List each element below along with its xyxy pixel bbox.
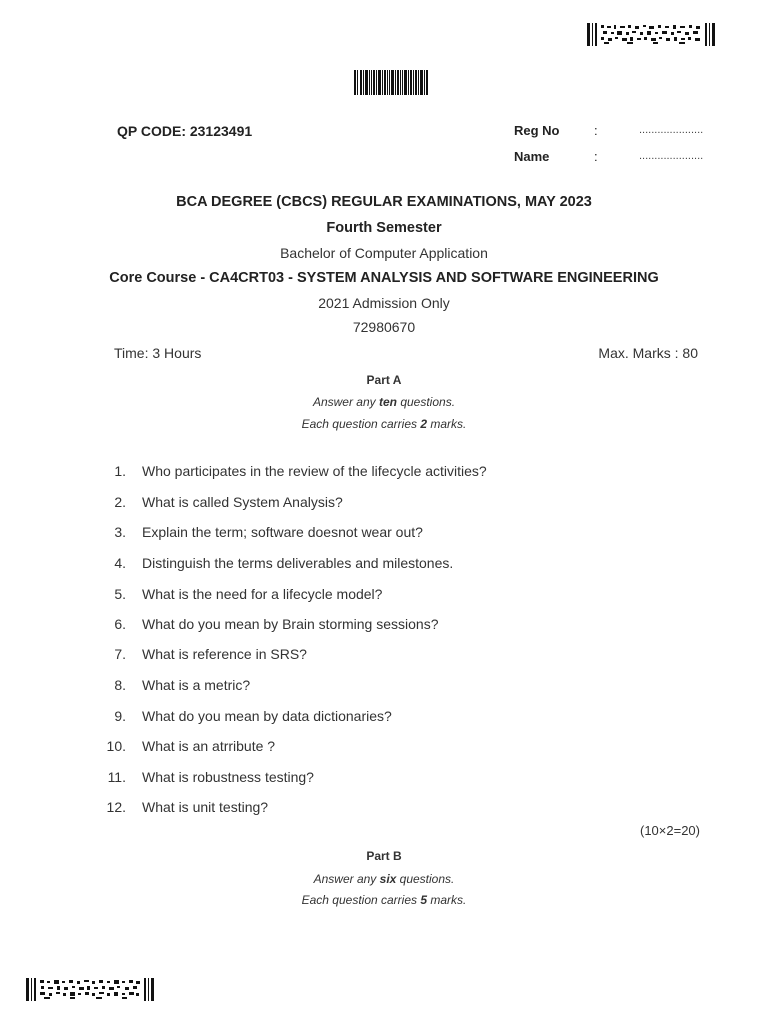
part-b-instruction [0, 872, 768, 886]
barcode-top-center [354, 70, 429, 95]
max-marks: Max. Marks : 80 [598, 345, 698, 361]
question-text: What is reference in SRS? [142, 646, 307, 662]
question-number: 8. [114, 677, 126, 693]
question-number: 4. [114, 555, 126, 571]
question-number: 6. [114, 616, 126, 632]
question-number: 2. [114, 494, 126, 510]
question-text: What do you mean by data dictionaries? [142, 708, 392, 724]
barcode-top-right [587, 23, 717, 46]
name-colon: : [594, 149, 598, 164]
part-a-instruction [0, 395, 768, 409]
part-a-carries-pre: Each question carries [301, 417, 421, 431]
question-text: Who participates in the review of the lifecycle activities? [142, 463, 487, 479]
part-b-carries-pre: Each question carries [301, 893, 421, 907]
admission-note: 2021 Admission Only [318, 295, 450, 311]
paper-code: 72980670 [352, 319, 416, 335]
part-b-instruction-count: six [379, 872, 397, 886]
part-a-marks-total: (10×2=20) [640, 823, 700, 838]
reg-no-label: Reg No [514, 123, 560, 138]
name-field[interactable]: ..................... [639, 150, 704, 162]
part-b-instruction-pre: Answer any [313, 872, 380, 886]
question-text: What is robustness testing? [142, 769, 314, 785]
part-b-carries-marks: 5 [420, 893, 428, 907]
question-number: 10. [106, 738, 126, 754]
programme: Bachelor of Computer Application [280, 245, 488, 261]
name-label: Name [514, 149, 550, 164]
question-text: What is a metric? [142, 677, 251, 693]
part-a-title: Part A [366, 373, 402, 387]
question-number: 5. [114, 586, 126, 602]
question-text: What is called System Analysis? [142, 494, 343, 510]
reg-no-colon: : [594, 123, 598, 138]
barcode-bottom-left-graphic [26, 978, 156, 1001]
part-a-instruction-pre: Answer any [312, 395, 379, 409]
question-number: 9. [114, 708, 126, 724]
part-b-carries-post: marks. [427, 893, 467, 907]
question-number: 12. [106, 799, 126, 815]
part-a-carries-post: marks. [427, 417, 467, 431]
question-text: What is unit testing? [142, 799, 269, 815]
part-a-instruction-count: ten [378, 395, 397, 409]
question-number: 11. [107, 769, 126, 785]
barcode-top-right-graphic [587, 23, 717, 46]
question-text: What is an atrribute ? [142, 738, 276, 754]
qp-code: QP CODE: 23123491 [117, 123, 253, 139]
barcode-bottom-left [26, 978, 156, 1001]
part-a-carries-marks: 2 [420, 417, 428, 431]
part-b-title: Part B [366, 849, 402, 863]
time-info: Time: 3 Hours [114, 345, 202, 361]
question-text: What do you mean by Brain storming sessions? [142, 616, 439, 632]
course-title: Core Course - CA4CRT03 - SYSTEM ANALYSIS AND SOFTWARE ENGINEERING [109, 270, 659, 286]
question-number: 1. [114, 463, 126, 479]
question-text: Distinguish the terms deliverables and milestones. [142, 555, 454, 571]
semester: Fourth Semester [326, 220, 442, 236]
question-text: Explain the term; software doesnot wear out? [142, 524, 423, 540]
part-a-instruction-post: questions. [396, 395, 456, 409]
question-number: 3. [114, 524, 126, 540]
reg-no-field[interactable]: ..................... [639, 124, 704, 136]
part-a-carries [0, 417, 768, 431]
barcode-top-center-graphic [354, 70, 429, 95]
question-number: 7. [114, 646, 126, 662]
exam-title: BCA DEGREE (CBCS) REGULAR EXAMINATIONS, MAY 2023 [176, 194, 592, 210]
part-b-carries [0, 893, 768, 907]
question-text: What is the need for a lifecycle model? [142, 586, 383, 602]
part-b-instruction-post: questions. [396, 872, 455, 886]
